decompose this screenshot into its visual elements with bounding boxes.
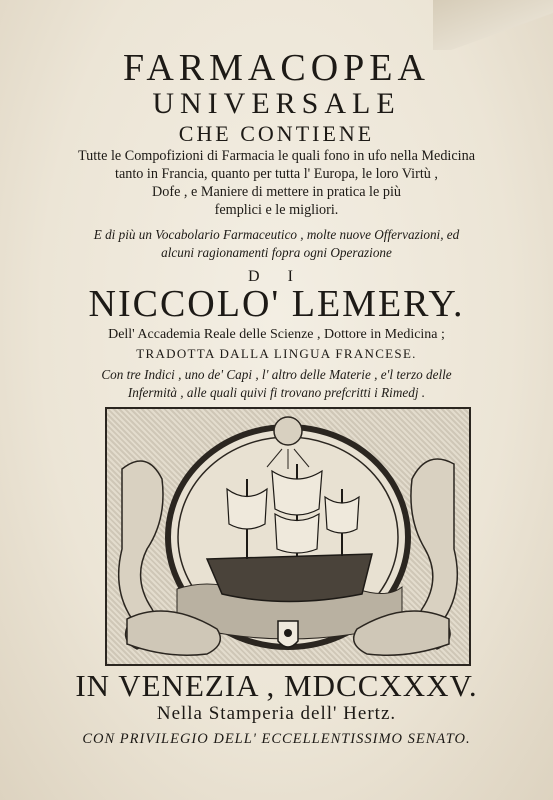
description-line: tanto in Francia, quanto per tutta l' Europa, le loro Virtù ,	[115, 166, 438, 182]
author-name: NICCOLO' LEMERY.	[88, 283, 465, 325]
addition-line: alcuni ragionamenti fopra ogni Operazione	[161, 245, 392, 260]
torn-corner	[433, 0, 553, 50]
sun-face	[274, 417, 302, 445]
addition-line: E di più un Vocabolario Farmaceutico , molte nuove Offervazioni, ed	[93, 227, 460, 242]
ship-engraving	[107, 409, 469, 664]
title-line-2: UNIVERSALE	[152, 87, 401, 120]
translation-note: TRADOTTA DALLA LINGUA FRANCESE.	[136, 346, 417, 361]
by-label: D I	[248, 268, 305, 285]
imprint-place-date: IN VENEZIA , MDCCXXXV.	[75, 668, 478, 703]
author-affiliation: Dell' Accademia Reale delle Scienze , Dottore in Medicina ;	[108, 327, 445, 342]
indices-line: Infermità , alle quali quivi fi trovano prefcritti i Rimedj .	[127, 385, 426, 400]
title-line-1: FARMACOPEA	[123, 47, 430, 89]
description-line: Tutte le Compofizioni di Farmacia le quali fono in ufo nella Medicina	[77, 148, 476, 164]
description-line: Dofe , e Maniere di mettere in pratica le più	[152, 184, 401, 200]
imprint-printer: Nella Stamperia dell' Hertz.	[156, 703, 397, 724]
description-line: femplici e le migliori.	[214, 202, 339, 218]
imprint-privilege: CON PRIVILEGIO DELL' ECCELLENTISSIMO SENATO.	[82, 731, 471, 747]
indices-line: Con tre Indici , uno de' Capi , l' altro delle Materie , e'l terzo delle	[101, 367, 452, 382]
engraving-illustration	[105, 407, 471, 666]
title-line-3: CHE CONTIENE	[178, 121, 375, 146]
sail	[325, 497, 359, 533]
ship-hull	[207, 554, 372, 602]
